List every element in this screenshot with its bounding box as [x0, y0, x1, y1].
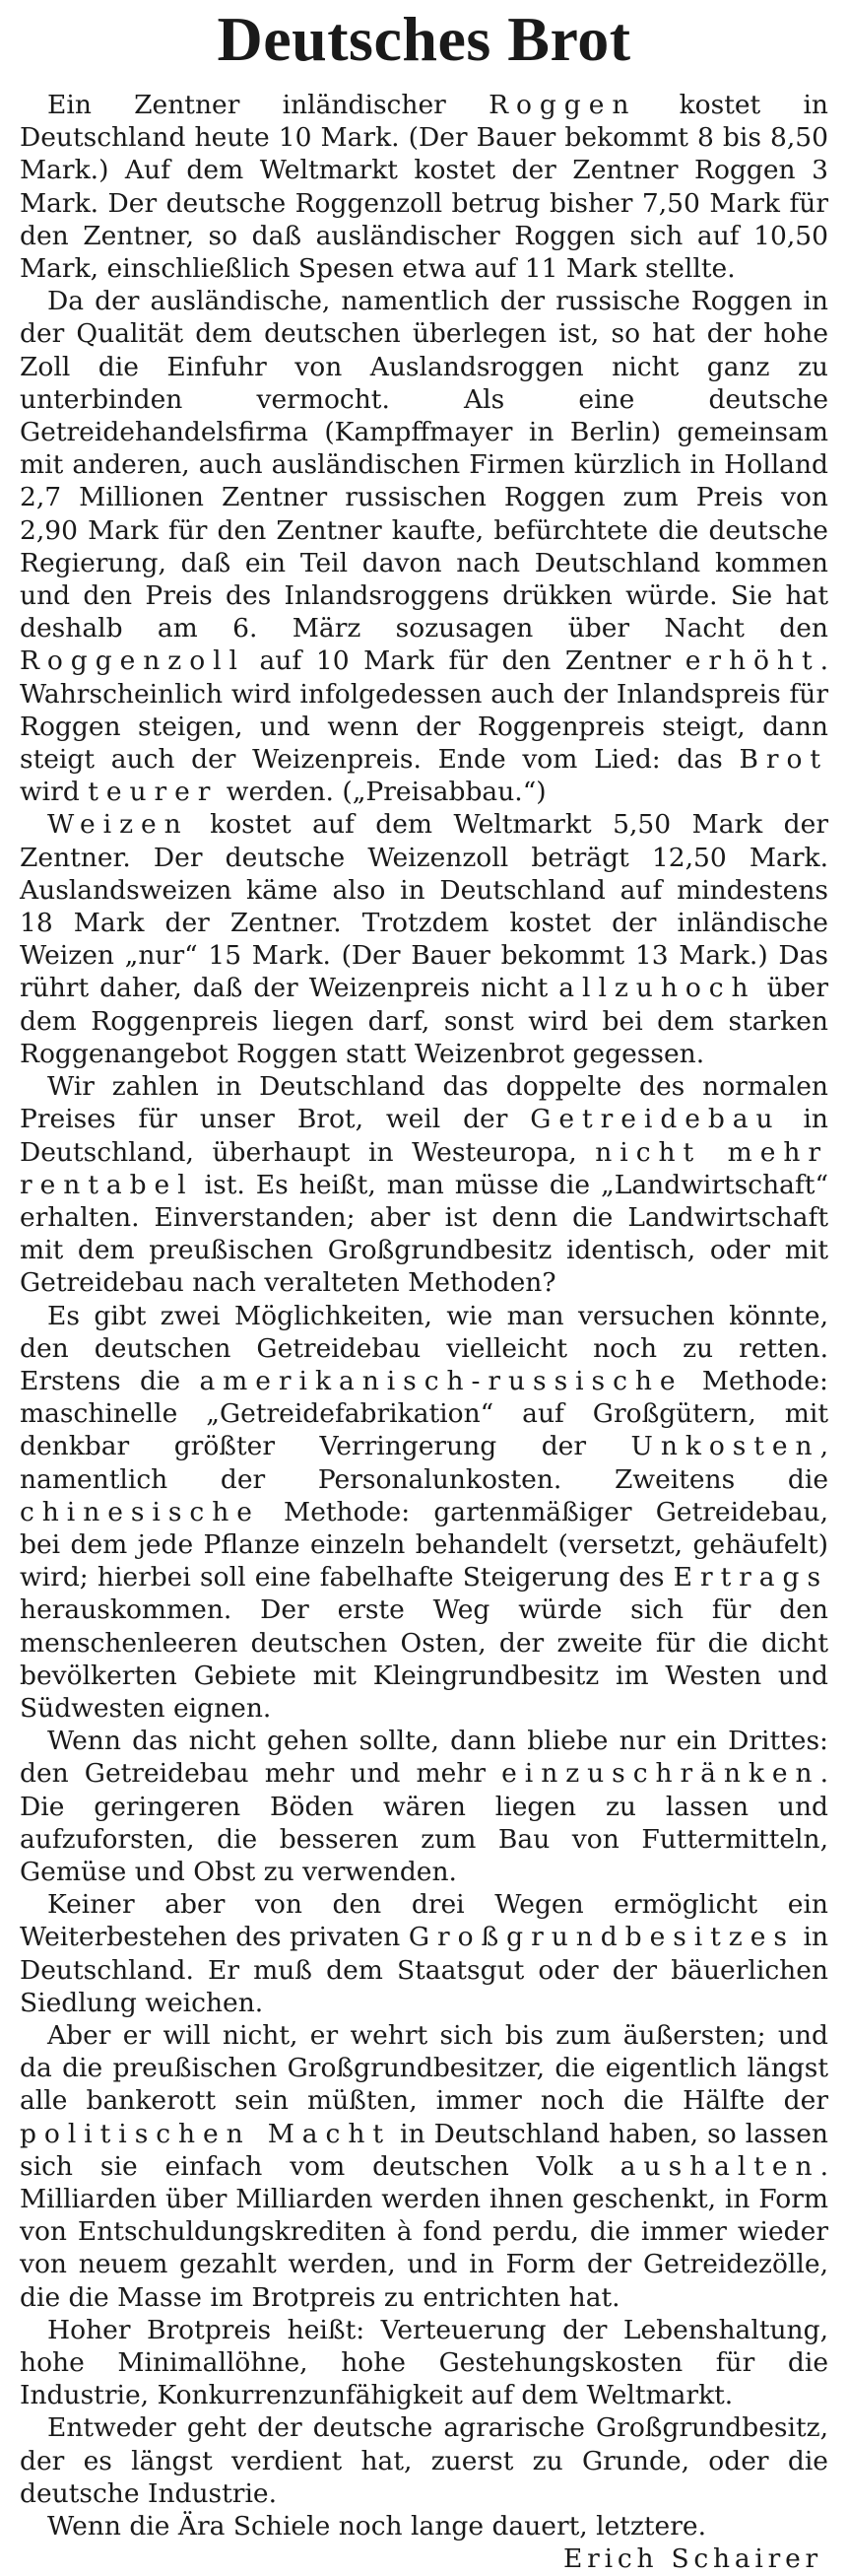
- paragraph-1: [20, 89, 828, 285]
- text-run: Hoher Brotpreis heißt: Verteuerung der Lebenshaltung, hohe Minimallöhne, hohe Gestehungskosten für die Industrie, Konkurrenzunfähigkeit auf dem Weltmarkt.: [20, 2314, 828, 2411]
- paragraph-11: [20, 2510, 828, 2542]
- text-run: . Milliarden über Milliarden werden ihnen geschenkt, in Form von Entschuldungskrediten à fond perdu, die immer wieder von neuem gezahlt werden, und in Form der Getreidezölle, die die Masse im Brotpreis zu entrichten hat.: [20, 2150, 828, 2313]
- text-run: Aber er will nicht, er wehrt sich bis zum äußersten; und da die preußischen Großgrundbesitzer, die eigentlich längst alle bankerott sein müßten, immer noch die Hälfte der: [20, 2019, 828, 2117]
- article-body: [20, 89, 828, 2542]
- paragraph-10: [20, 2411, 828, 2510]
- text-run: in Deutschland, überhaupt in Westeuropa,: [20, 1104, 828, 1168]
- spaced-emphasis: Roggen: [489, 90, 637, 120]
- spaced-emphasis: Weizen: [47, 809, 189, 841]
- text-run: herauskommen. Der erste Weg würde sich für den menschenleeren deutschen Osten, der zweite für die dicht bevölkerten Gebiete mit Kleingrundbesitz im Westen und Südwesten eignen.: [20, 1594, 828, 1724]
- spaced-emphasis: nicht mehr rentabel: [20, 1136, 828, 1200]
- spaced-emphasis: erhöht: [685, 645, 820, 677]
- spaced-emphasis: politischen Macht: [20, 2118, 391, 2149]
- paragraph-8: [20, 2019, 828, 2314]
- text-run: wird: [20, 777, 89, 808]
- paragraph-3: [20, 808, 828, 1070]
- spaced-emphasis: Ertrags: [673, 1562, 828, 1593]
- paragraph-4: [20, 1070, 828, 1299]
- text-run: in Deutschland haben, so lassen sich sie einfach vom deutschen Volk: [20, 2118, 828, 2182]
- text-run: . Die geringeren Böden wären liegen zu lassen und aufzuforsten, die besseren zum Bau von Futtermitteln, Gemüse und Obst zu verwenden.: [20, 1758, 828, 1887]
- paragraph-2: [20, 285, 828, 808]
- text-run: Wir zahlen in Deutschland das doppelte des normalen Preises für unser Brot, weil der: [20, 1071, 828, 1135]
- spaced-emphasis: Unkosten: [630, 1431, 820, 1462]
- document-page: [20, 0, 829, 2575]
- text-run: Methode: maschinelle „Getreidefabrikation“ auf Großgütern, mit denkbar größter Verringerung der: [20, 1365, 828, 1462]
- text-run: Da der ausländische, namentlich der russische Roggen in der Qualität dem deutschen überlegen ist, so hat der hohe Zoll die Einfuhr von Auslandsroggen nicht ganz zu unterbinden vermocht. Als eine deutsche Getreidehandelsfirma (Kampffmayer in Berlin) gemeinsam mit anderen, auch ausländischen Firmen kürzlich in Holland 2,7 Millionen Zentner russischen Roggen zum Preis von 2,90 Mark für den Zentner kaufte, befürchtete die deutsche Regierung, daß ein Teil davon nach Deutschland kommen und den Preis des Inlandsroggens drükken würde. Sie hat deshalb am 6. März sozusagen über Nacht den: [20, 286, 828, 644]
- text-run: Wenn das nicht gehen sollte, dann bliebe nur ein Drittes: den Getreidebau mehr und mehr: [20, 1726, 828, 1790]
- text-run: , namentlich der Personalunkosten. Zweitens die: [20, 1431, 828, 1495]
- spaced-emphasis: Roggenzoll: [20, 645, 245, 677]
- text-run: Es gibt zwei Möglichkeiten, wie man versuchen könnte, den deutschen Getreidebau vielleicht noch zu retten. Erstens die: [20, 1300, 828, 1396]
- text-run: auf 10 Mark für den Zentner: [244, 645, 685, 677]
- text-run: kostet auf dem Weltmarkt 5,50 Mark der Zentner. Der deutsche Weizenzoll beträgt 12,50 Mark. Auslandsweizen käme also in Deutschland auf mindestens 18 Mark der Zentner. Trotzdem kostet der inländische Weizen „nur“ 15 Mark. (Der Bauer bekommt 13 Mark.) Das rührt daher, daß der Weizenpreis nicht: [20, 809, 828, 1004]
- text-run: über dem Roggenpreis liegen darf, sonst wird bei dem starken Roggenangebot Roggen statt Weizenbrot gegessen.: [20, 973, 828, 1069]
- spaced-emphasis: amerikanisch-russische: [199, 1365, 684, 1396]
- spaced-emphasis: aushalten: [620, 2150, 820, 2182]
- spaced-emphasis: Brot: [739, 744, 828, 776]
- spaced-emphasis: Großgrundbesitzes: [408, 1922, 795, 1953]
- spaced-emphasis: chinesische: [20, 1496, 260, 1527]
- text-run: . Wahrscheinlich wird infolgedessen auch der Inlandspreis für Roggen steigen, und wenn der Roggenpreis steigt, dann steigt auch der Weizenpreis. Ende vom Lied: das: [20, 645, 828, 776]
- article-title: Deutsches Brot: [217, 4, 631, 74]
- text-run: Keiner aber von den drei Wegen ermöglicht ein Weiterbestehen des privaten: [20, 1889, 828, 1953]
- paragraph-7: [20, 1888, 828, 2019]
- author-signature: Erich Schairer: [563, 2543, 822, 2575]
- text-run: in Deutschland. Er muß dem Staatsgut oder der bäuerlichen Siedlung weichen.: [20, 1922, 829, 2018]
- text-run: Methode: gartenmäßiger Getreidebau, bei dem jede Pflanze einzeln behandelt (versetzt, gehäufelt) wird; hierbei soll eine fabelhafte Steigerung des: [20, 1496, 828, 1593]
- text-run: kostet in Deutschland heute 10 Mark. (Der Bauer bekommt 8 bis 8,50 Mark.) Auf dem Weltmarkt kostet der Zentner Roggen 3 Mark. Der deutsche Roggenzoll betrug bisher 7,50 Mark für den Zentner, so daß ausländischer Roggen sich auf 10,50 Mark, einschließlich Spesen etwa auf 11 Mark stellte.: [20, 90, 828, 285]
- text-run: ist. Es heißt, man müsse die „Landwirtschaft“ erhalten. Einverstanden; aber ist denn die Landwirtschaft mit dem preußischen Großgrundbesitz identisch, oder mit Getreidebau nach veralteten Methoden?: [20, 1169, 828, 1299]
- text-run: Entweder geht der deutsche agrarische Großgrundbesitz, der es längst verdient hat, zuerst zu Grunde, oder die deutsche Industrie.: [20, 2412, 828, 2509]
- text-run: Wenn die Ära Schiele noch lange dauert, letztere.: [47, 2511, 707, 2542]
- paragraph-5: [20, 1300, 828, 1726]
- text-run: Ein Zentner inländischer: [47, 90, 489, 120]
- paragraph-9: [20, 2314, 828, 2412]
- spaced-emphasis: allzuhoch: [558, 973, 756, 1004]
- spaced-emphasis: teurer: [88, 777, 219, 808]
- spaced-emphasis: Getreidebau: [530, 1104, 781, 1135]
- spaced-emphasis: einzuschränken: [501, 1758, 820, 1790]
- text-run: werden. („Preisabbau.“): [218, 777, 547, 808]
- paragraph-6: [20, 1725, 828, 1888]
